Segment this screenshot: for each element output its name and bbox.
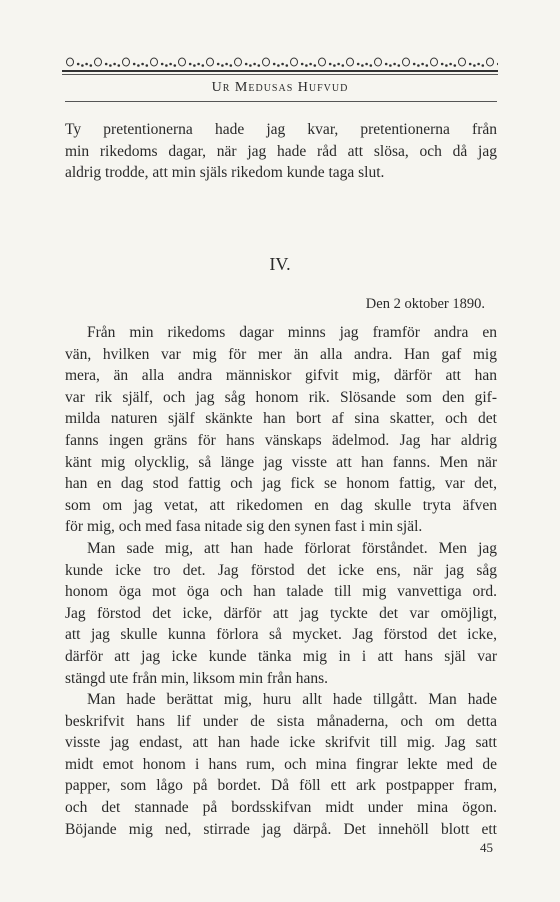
text-line: honom öga mot öga och han talade till mig vanvettiga ord.: [65, 583, 497, 601]
text-line: och det stannade på bordsskifvan midt under mina ögon.: [65, 799, 497, 817]
text-line: midt emot honom i hans rum, och mina fingrar lekte med de: [65, 755, 497, 773]
ornament-ring: [67, 58, 74, 66]
ornament-dot: [306, 65, 308, 67]
ornament-dot: [114, 63, 116, 65]
ornament-ring: [487, 58, 494, 66]
ornament-dot: [342, 65, 344, 67]
ornament-dot: [357, 63, 359, 65]
text-line: papper, som lågo på bordet. Då föll ett ark postpapper fram,: [65, 777, 497, 795]
ornament-dot: [426, 65, 428, 67]
text-line: Från min rikedoms dagar minns jag framför andra en: [87, 324, 497, 341]
text-line: som om jag vetat, att rikedomen en dag skulle tryta äfven: [65, 496, 497, 514]
ornament-dot: [413, 63, 415, 65]
ornament-dot: [161, 63, 163, 65]
ornament-dot: [446, 65, 448, 67]
ornament-dot: [497, 63, 498, 65]
ornament-dot: [314, 65, 316, 67]
ornament-dot: [370, 65, 372, 67]
ornament-dot: [174, 65, 176, 67]
ornamental-border: [62, 54, 498, 82]
ornament-ring: [431, 58, 438, 66]
text-line: mera, än alla andra människor gifvit mig, därför att han: [65, 367, 497, 385]
ornament-dot: [301, 63, 303, 65]
text-line: beskrifvit hans lif under de sista månaderna, och om detta: [65, 712, 497, 730]
ornament-dot: [194, 65, 196, 67]
dateline: Den 2 oktober 1890.: [365, 296, 485, 312]
text-line: för mig, och med fasa nitade sig den synen fast i min själ.: [65, 518, 423, 536]
ornament-dot: [362, 65, 364, 67]
ornament-dot: [310, 63, 312, 65]
ornament-ring: [375, 58, 382, 66]
ornament-dot: [286, 65, 288, 67]
ornament-dot: [170, 63, 172, 65]
text-line: fanns ingen gräns för hans vänskaps ädelmod. Jag har aldrig: [65, 431, 497, 449]
ornament-dot: [245, 63, 247, 65]
ornament-ring: [235, 58, 242, 66]
ornament-dot: [390, 65, 392, 67]
ornament-dot: [334, 65, 336, 67]
ornament-dot: [422, 63, 424, 65]
ornament-ring: [459, 58, 466, 66]
opening-paragraph: [65, 119, 497, 184]
ornament-dot: [254, 63, 256, 65]
ornament-dot: [394, 63, 396, 65]
page-number: 45: [480, 840, 493, 855]
text-line: Man sade mig, att han hade förlorat förståndet. Men jag: [87, 539, 497, 557]
ornament-dot: [166, 65, 168, 67]
ornament-dot: [138, 65, 140, 67]
ornament-dot: [82, 65, 84, 67]
ornament-dot: [189, 63, 191, 65]
ornament-dot: [474, 65, 476, 67]
ornament-dot: [273, 63, 275, 65]
ornament-dot: [482, 65, 484, 67]
text-line: Ty pretentionerna hade jag kvar, pretentionerna från: [65, 121, 497, 138]
ornament-dot: [478, 63, 480, 65]
ornament-dot: [469, 63, 471, 65]
ornament-dot: [77, 63, 79, 65]
text-line: därför att jag icke kunde tänka mig in i att hans själ var: [65, 647, 497, 665]
ornament-dot: [202, 65, 204, 67]
ornament-dot: [133, 63, 135, 65]
ornament-dot: [385, 63, 387, 65]
ornament-ring: [95, 58, 102, 66]
ornament-ring: [319, 58, 326, 66]
text-line: milda naturen själf skänkte han bort af sina skatter, och det: [65, 410, 497, 428]
ornament-dot: [329, 63, 331, 65]
running-head: Ur Medusas Hufvud: [211, 80, 349, 95]
ornament-dot: [110, 65, 112, 67]
ornament-dot: [258, 65, 260, 67]
ornament-dot: [146, 65, 148, 67]
ornament-dot: [398, 65, 400, 67]
text-line: visste jag endast, att han hade icke skrifvit till mig. Jag satt: [65, 734, 497, 752]
ornament-dot: [450, 63, 452, 65]
text-line: stängd ute från min, liksom min från hans.: [65, 669, 329, 687]
text-line: att jag skulle kunna förlora så mycket. Jag förstod det icke,: [65, 626, 497, 644]
ornament-ring: [263, 58, 270, 66]
text-line: Jag förstod det icke, därför att jag tyckte det var omöjligt,: [65, 604, 497, 622]
ornament-ring: [403, 58, 410, 66]
ornament-dot: [441, 63, 443, 65]
ornament-dot: [338, 63, 340, 65]
text-line: kunde icke tro det. Jag förstod det icke ens, när jag såg: [65, 561, 497, 579]
ornament-dot: [217, 63, 219, 65]
text-line: känt mig olycklig, så länge jag visste att han fanns. Men när: [65, 453, 497, 471]
text-line: vän, hvilken var mig för mer än alla andra. Han gaf mig: [65, 345, 497, 363]
ornament-ring: [347, 58, 354, 66]
ornament-dot: [282, 63, 284, 65]
ornament-ring: [291, 58, 298, 66]
text-line: var rik själf, och jag såg honom rik. Slösande som den gif-: [65, 388, 497, 406]
ornament-dot: [105, 63, 107, 65]
ornament-dot: [86, 63, 88, 65]
ornament-dot: [250, 65, 252, 67]
ornament-dot: [198, 63, 200, 65]
ornament-dot: [366, 63, 368, 65]
ornament-dot: [142, 63, 144, 65]
ornament-dot: [418, 65, 420, 67]
ornament-ring: [207, 58, 214, 66]
text-line: Böjande mig ned, stirrade jag därpå. Det innehöll blott ett: [65, 820, 497, 838]
ornament-ring: [179, 58, 186, 66]
ornament-dot: [278, 65, 280, 67]
ornament-dot: [118, 65, 120, 67]
text-line: aldrig trodde, att min själs rikedom kunde taga slut.: [65, 164, 385, 182]
header-rule: [65, 101, 497, 102]
text-line: han en dag stod fattig och jag fick se honom fattig, var det,: [65, 475, 497, 493]
chapter-number: IV.: [269, 254, 291, 274]
ornament-dot: [226, 63, 228, 65]
ornament-dot: [222, 65, 224, 67]
text-line: min rikedoms dagar, när jag hade råd att slösa, och då jag: [65, 142, 497, 160]
ornament-dot: [454, 65, 456, 67]
ornament-dot: [230, 65, 232, 67]
ornament-ring: [151, 58, 158, 66]
body-text: [65, 322, 497, 840]
ornament-dot: [90, 65, 92, 67]
text-line: Man hade berättat mig, huru allt hade tillgått. Man hade: [87, 691, 497, 709]
ornament-ring: [123, 58, 130, 66]
